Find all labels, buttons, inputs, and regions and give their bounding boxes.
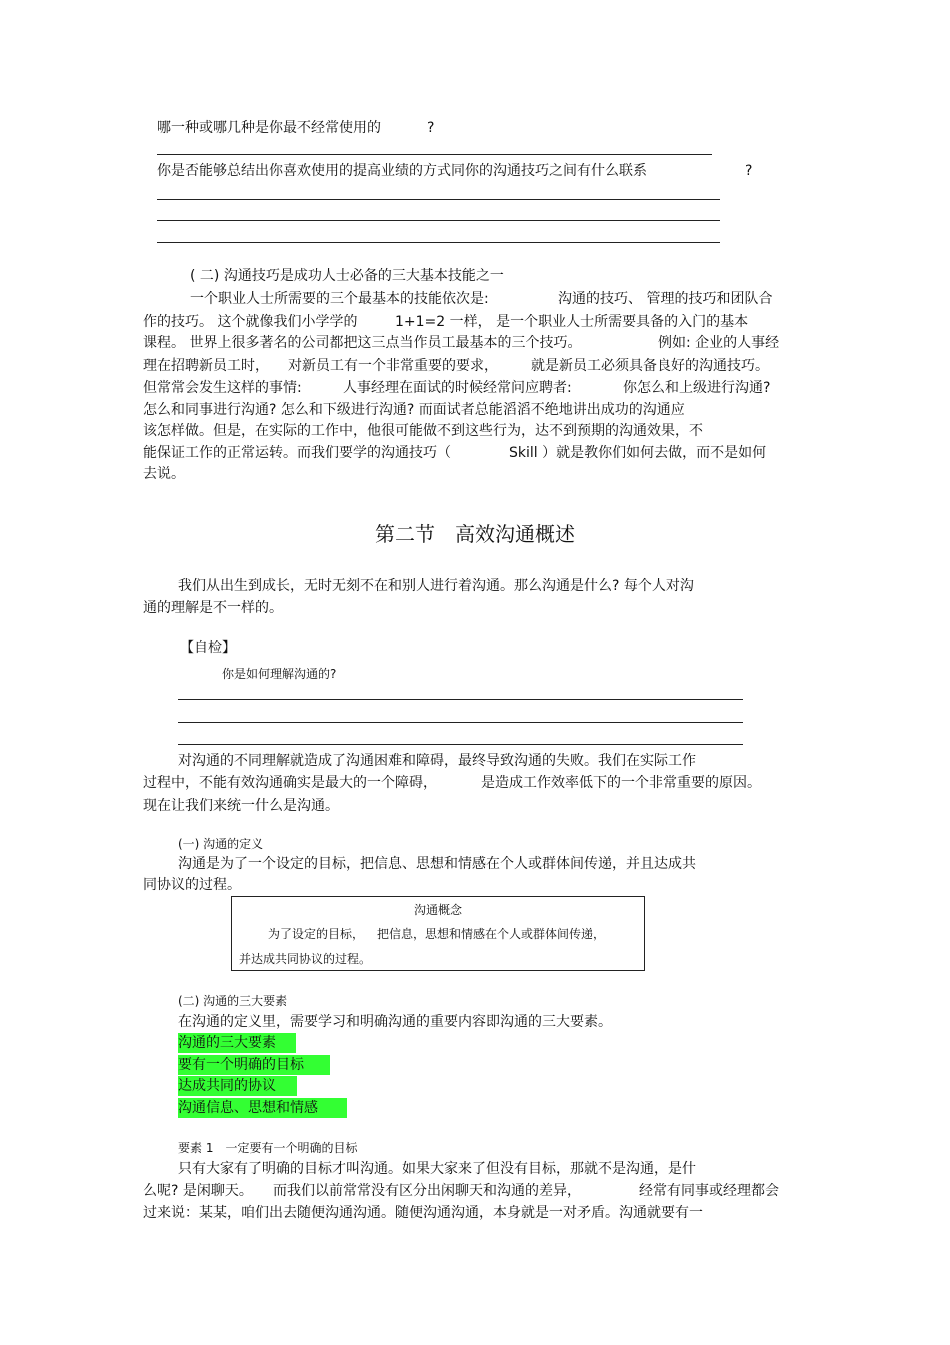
paragraph-line: 沟通的技巧、 管理的技巧和团队合 bbox=[558, 291, 773, 307]
paragraph-line: 1+1=2 一样， 是一个职业人士所需要具备的入门的基本 bbox=[395, 314, 749, 330]
answer-line[interactable] bbox=[157, 242, 720, 243]
paragraph-line: 沟通是为了一个设定的目标，把信息、思想和情感在个人或群体间传递，并且达成共 bbox=[178, 856, 696, 872]
paragraph-line: 人事经理在面试的时候经常问应聘者: bbox=[343, 380, 572, 396]
paragraph-line: 过来说：某某，咱们出去随便沟通沟通。随便沟通沟通，本身就是一对矛盾。沟通就要有一 bbox=[143, 1205, 703, 1221]
concept-box bbox=[231, 896, 645, 971]
answer-line[interactable] bbox=[157, 154, 712, 155]
self-check-question: 你是如何理解沟通的? bbox=[222, 667, 337, 681]
paragraph-line: 是造成工作效率低下的一个非常重要的原因。 bbox=[481, 775, 761, 791]
paragraph-line: 能保证工作的正常运转。而我们要学的沟通技巧（ bbox=[143, 445, 451, 461]
answer-line[interactable] bbox=[157, 220, 720, 221]
concept-box-line: 为了设定的目标， bbox=[268, 927, 365, 941]
paragraph-line: 对新员工有一个非常重要的要求， bbox=[288, 358, 498, 374]
paragraph-line: 去说。 bbox=[143, 466, 185, 482]
paragraph-line: 就是新员工必须具备良好的沟通技巧。 bbox=[531, 358, 769, 374]
subsection-heading: (一) 沟通的定义 bbox=[178, 837, 264, 851]
concept-box-title: 沟通概念 bbox=[413, 903, 462, 917]
answer-line[interactable] bbox=[178, 699, 743, 700]
paragraph-line: 同协议的过程。 bbox=[143, 877, 241, 893]
self-check-label: 【自检】 bbox=[180, 640, 236, 656]
paragraph-line: 该怎样做。但是，在实际的工作中，他很可能做不到这些行为，达不到预期的沟通效果，不 bbox=[143, 423, 703, 439]
paragraph-line: 而我们以前常常没有区分出闲聊天和沟通的差异， bbox=[273, 1183, 581, 1199]
paragraph-line: 经常有同事或经理都会 bbox=[639, 1183, 779, 1199]
section-heading: ( 二) 沟通技巧是成功人士必备的三大基本技能之一 bbox=[190, 268, 504, 284]
paragraph-line: 只有大家有了明确的目标才叫沟通。如果大家来了但没有目标，那就不是沟通，是什 bbox=[178, 1161, 696, 1177]
question-summary: 你是否能够总结出你喜欢使用的提高业绩的方式同你的沟通技巧之间有什么联系 bbox=[157, 163, 647, 179]
highlighted-text: 沟通的三大要素 bbox=[178, 1035, 276, 1051]
highlighted-text: 达成共同的协议 bbox=[178, 1078, 276, 1094]
paragraph-line: 怎么和同事进行沟通? 怎么和下级进行沟通? 而面试者总能滔滔不绝地讲出成功的沟通应 bbox=[143, 402, 685, 418]
answer-line[interactable] bbox=[178, 722, 743, 723]
section-title: 第二节 高效沟通概述 bbox=[375, 522, 575, 546]
question-mark: ? bbox=[745, 163, 753, 179]
paragraph-line: 通的理解是不一样的。 bbox=[143, 600, 283, 616]
paragraph-line: Skill ）就是教你们如何去做，而不是如何 bbox=[509, 445, 767, 461]
concept-box-line: 并达成共同协议的过程。 bbox=[239, 952, 372, 966]
highlighted-text: 沟通信息、思想和情感 bbox=[178, 1100, 318, 1116]
paragraph-line: 但常常会发生这样的事情: bbox=[143, 380, 302, 396]
paragraph-line: 例如: 企业的人事经 bbox=[658, 335, 780, 351]
question-mark: ? bbox=[427, 120, 435, 136]
paragraph-line: 一个职业人士所需要的三个最基本的技能依次是: bbox=[190, 291, 489, 307]
paragraph-line: 对沟通的不同理解就造成了沟通困难和障碍，最终导致沟通的失败。我们在实际工作 bbox=[178, 753, 696, 769]
element-heading: 要素 1 一定要有一个明确的目标 bbox=[178, 1141, 358, 1155]
paragraph-line: 在沟通的定义里，需要学习和明确沟通的重要内容即沟通的三大要素。 bbox=[178, 1014, 612, 1030]
paragraph-line: 么呢? 是闲聊天。 bbox=[143, 1183, 253, 1199]
paragraph-line: 作的技巧。 这个就像我们小学学的 bbox=[143, 314, 358, 330]
paragraph-line: 理在招聘新员工时， bbox=[143, 358, 269, 374]
question-least-used: 哪一种或哪几种是你最不经常使用的 bbox=[157, 120, 381, 136]
subsection-heading: (二) 沟通的三大要素 bbox=[178, 994, 288, 1008]
highlighted-text: 要有一个明确的目标 bbox=[178, 1057, 304, 1073]
paragraph-line: 现在让我们来统一什么是沟通。 bbox=[143, 798, 339, 814]
answer-line[interactable] bbox=[178, 744, 743, 745]
paragraph-line: 我们从出生到成长，无时无刻不在和别人进行着沟通。那么沟通是什么? 每个人对沟 bbox=[178, 578, 694, 594]
concept-box-line: 把信息，思想和情感在个人或群体间传递， bbox=[377, 927, 606, 941]
paragraph-line: 你怎么和上级进行沟通? bbox=[623, 380, 771, 396]
paragraph-line: 课程。 世界上很多著名的公司都把这三点当作员工最基本的三个技巧。 bbox=[143, 335, 582, 351]
answer-line[interactable] bbox=[157, 199, 720, 200]
paragraph-line: 过程中，不能有效沟通确实是最大的一个障碍， bbox=[143, 775, 437, 791]
